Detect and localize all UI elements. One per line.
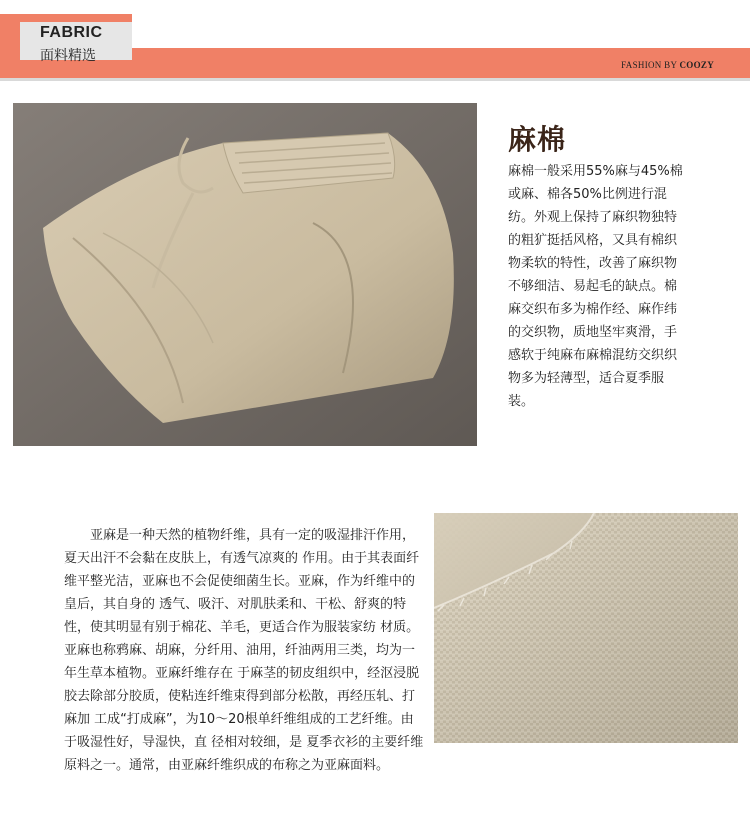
brand-name: COOZY [679,60,714,70]
linen-paragraph-text: 亚麻是一种天然的植物纤维，具有一定的吸湿排汗作用，夏天出汗不会黏在皮肤上，有透气凉爽的 作用。由于其表面纤维平整光洁，亚麻也不会促使细菌生长。亚麻，作为纤维中的皇后，其自身的 透气、吸汗、对肌肤柔和、干松、舒爽的特性，使其明显有别于棉花、羊毛，更适合作为服装家纺 材质。亚麻也称鸦麻、胡麻，分纤用、油用，纤油两用三类，均为一年生草本植物。亚麻纤维存在 于麻茎的韧皮组织中，经沤浸脱胶去除部分胶质，使粘连纤维束得到部分松散，再经压轧、打麻加 工成“打成麻”，为10～20根单纤维组成的工艺纤维。由于吸湿性好，导湿快，直 径相对较细，是 夏季衣衫的主要纤维原料之一。通常，由亚麻纤维织成的布称之为亚麻面料。 [64,528,424,773]
section-description: 麻棉一般采用55%麻与45%棉或麻、棉各50%比例进行混纺。外观上保持了麻织物独特的粗犷挺括风格，又具有棉织物柔软的特性，改善了麻织物不够细洁、易起毛的缺点。棉麻交织布多为棉作经、麻作纬的交织物，质地坚牢爽滑，手感软于纯麻布麻棉混纺交织织物多为轻薄型，适合夏季服装。 [508,164,683,409]
section-title: 麻棉 [508,123,567,156]
fabric-title-cn: 面料精选 [40,48,96,64]
header-divider [0,78,750,81]
pants-photo [13,103,477,446]
fashion-by-prefix: FASHION BY [621,60,680,70]
pants-illustration [13,103,477,446]
fabric-title-en: FABRIC [40,24,103,41]
fashion-by-label [621,60,714,70]
linen-paragraph [64,524,742,777]
image-wrap-spacer [424,524,742,753]
